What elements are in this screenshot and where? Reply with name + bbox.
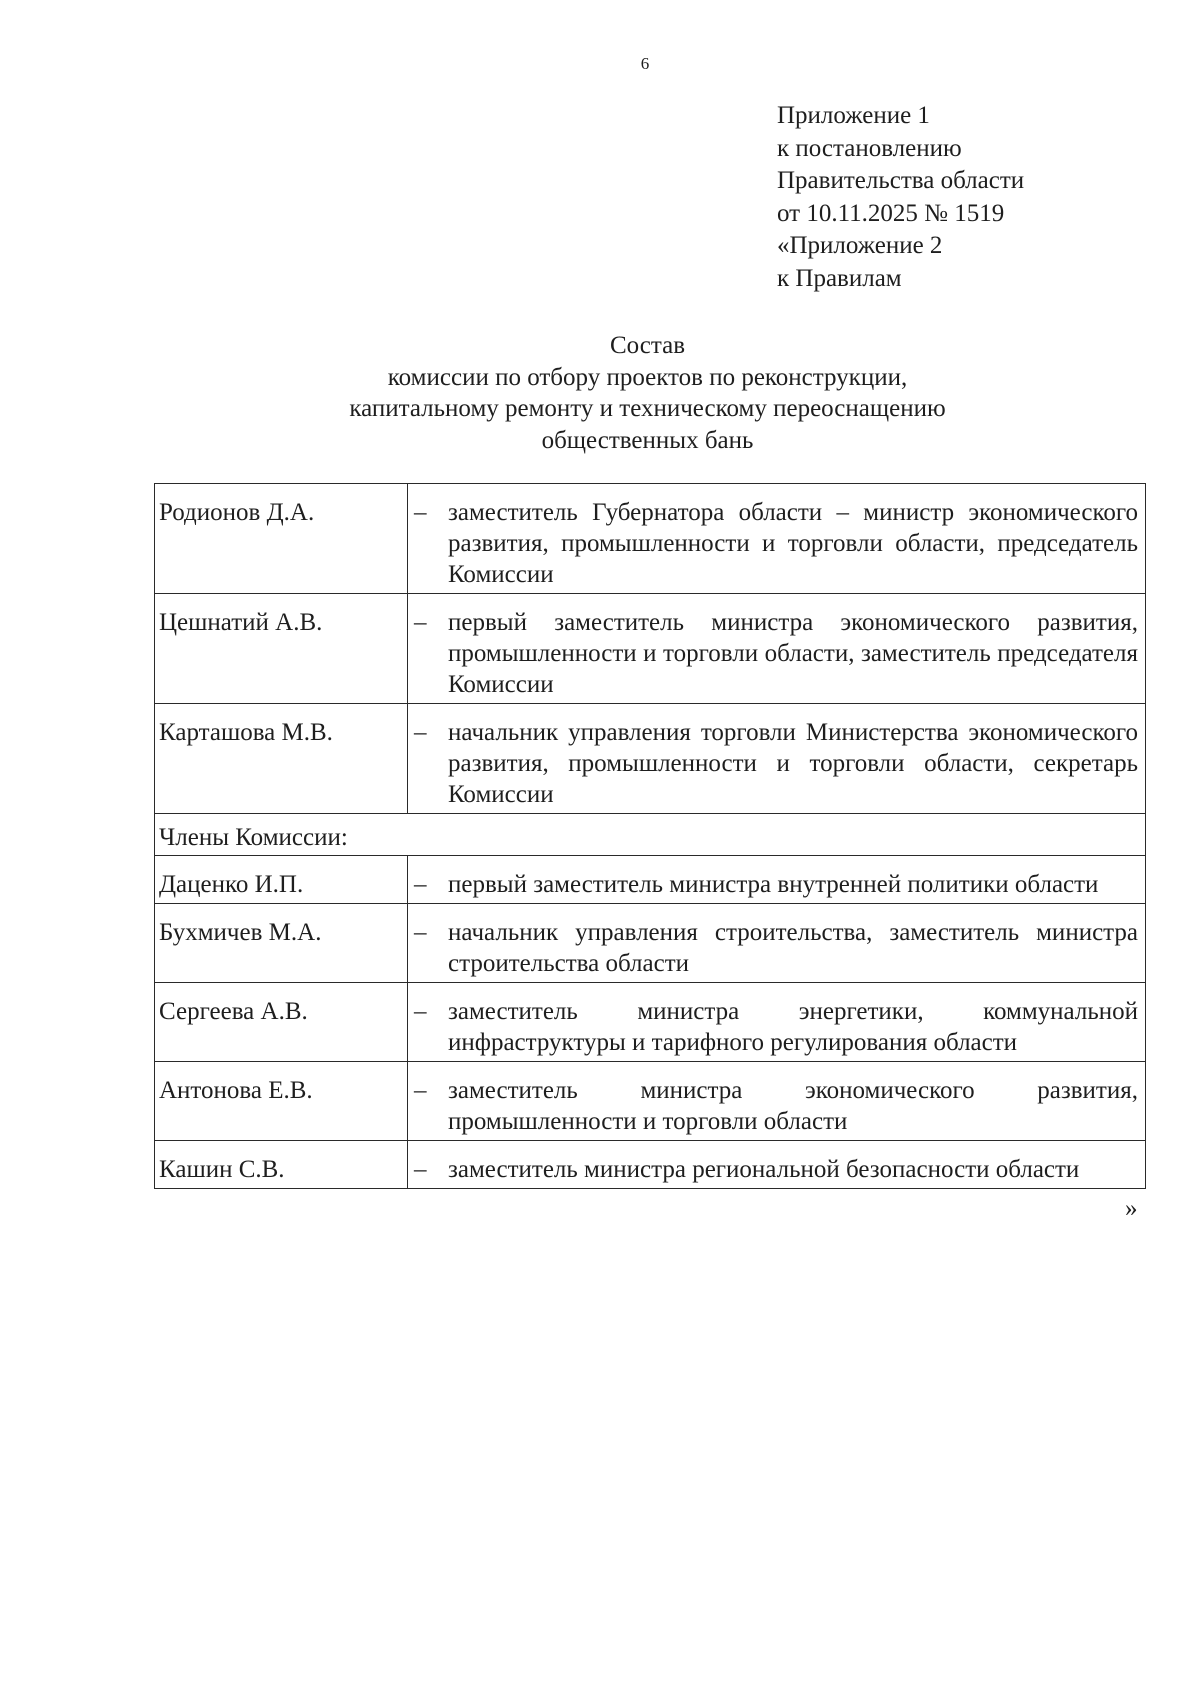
member-role: заместитель министра энергетики, коммунальной инфраструктуры и тарифного регулирования области [448,998,1138,1056]
dash-separator: – [414,719,427,746]
table-row [155,904,1146,983]
member-role: первый заместитель министра внутренней политики области [448,871,1099,898]
annex-block [777,100,1024,295]
title-line-3: капитальному ремонту и техническому переоснащению [349,395,946,422]
annex-line-5: «Приложение 2 [777,232,943,259]
dash-separator: – [414,1156,427,1183]
annex-line-4: от 10.11.2025 № 1519 [777,199,1005,227]
members-heading: Члены Комиссии: [155,814,1146,856]
document-title [0,330,1200,456]
dash-separator: – [414,609,427,636]
dash-separator: – [414,499,427,526]
annex-line-3: Правительства области [777,167,1025,194]
member-role: начальник управления строительства, заместитель министра строительства области [448,919,1138,977]
table-row [155,484,1146,594]
members-heading-row [155,814,1146,856]
member-role: начальник управления торговли Министерства экономического развития, промышленности и торговли области, секретарь Комиссии [448,719,1138,808]
page-number: 6 [640,54,650,73]
table-row [155,983,1146,1062]
member-name: Карташова М.В. [155,704,408,814]
member-name: Цешнатий А.В. [155,594,408,704]
annex-line-1: Приложение 1 [777,102,930,129]
closing-quote: » [1125,1195,1138,1222]
member-role: первый заместитель министра экономического развития, промышленности и торговли области, заместитель председателя Комиссии [448,609,1138,698]
commission-table [154,483,1146,1189]
table-row [155,1141,1146,1189]
title-line-2: комиссии по отбору проектов по реконструкции, [387,363,908,391]
annex-line-6: к Правилам [777,264,902,292]
member-name: Родионов Д.А. [155,484,408,594]
member-name: Кашин С.В. [155,1141,408,1189]
title-line-1: Состав [609,332,686,359]
dash-separator: – [414,1077,427,1104]
table-row [155,856,1146,904]
dash-separator: – [414,998,427,1025]
member-role: заместитель Губернатора области – министр экономического развития, промышленности и торговли области, председатель Комиссии [448,499,1138,588]
member-name: Сергеева А.В. [155,983,408,1062]
dash-separator: – [414,871,427,898]
member-role: заместитель министра экономического развития, промышленности и торговли области [448,1077,1138,1135]
table-row [155,704,1146,814]
member-name: Антонова Е.В. [155,1062,408,1141]
member-name: Даценко И.П. [155,856,408,904]
member-role: заместитель министра региональной безопасности области [448,1156,1080,1183]
annex-line-2: к постановлению [777,134,962,162]
member-name: Бухмичев М.А. [155,904,408,983]
table-row [155,594,1146,704]
table-row [155,1062,1146,1141]
dash-separator: – [414,919,427,946]
title-line-4: общественных бань [541,426,754,454]
